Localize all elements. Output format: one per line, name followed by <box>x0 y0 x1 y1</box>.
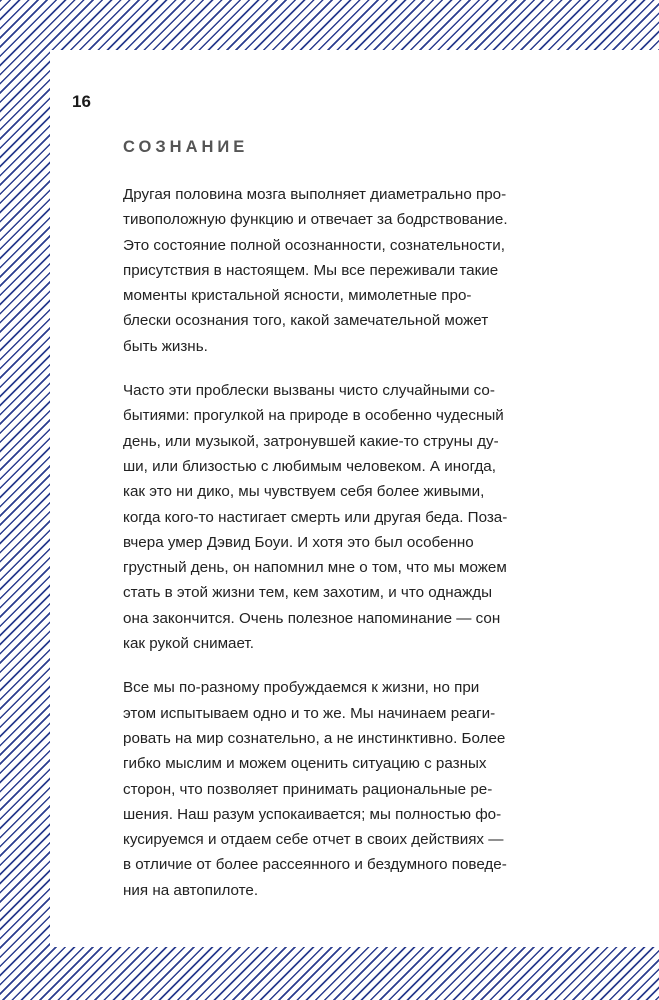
text-line: грустный день, он напомнил мне о том, что мы можем <box>123 559 507 577</box>
text-line: как это ни дико, мы чувствуем себя более живыми, <box>123 483 485 501</box>
book-page <box>50 50 659 947</box>
text-line: ния на автопилоте. <box>123 881 259 899</box>
text-line: когда кого-то настигает смерть или другая беда. Поза- <box>123 508 508 526</box>
paragraph <box>123 378 593 656</box>
section-heading: СОЗНАНИЕ <box>123 138 249 156</box>
text-line: кусируемся и отдаем себе отчет в своих действиях — <box>123 831 504 849</box>
text-line: сторон, что позволяет принимать рациональные ре- <box>123 780 493 798</box>
text-line: тивоположную функцию и отвечает за бодрствование. <box>123 211 508 229</box>
body-text <box>123 182 593 922</box>
paragraph <box>123 182 593 359</box>
text-line: как рукой снимает. <box>123 635 254 653</box>
text-line: Все мы по-разному пробуждаемся к жизни, но при <box>123 679 480 697</box>
text-line: моменты кристальной ясности, мимолетные про- <box>123 287 472 305</box>
text-line: гибко мыслим и можем оценить ситуацию с разных <box>123 755 487 773</box>
text-line: этом испытываем одно и то же. Мы начинаем реаги- <box>123 704 496 722</box>
page-number: 16 <box>72 92 91 111</box>
text-line: она закончится. Очень полезное напоминание — сон <box>123 609 501 627</box>
text-line: ровать на мир сознательно, а не инстинктивно. Более <box>123 729 506 747</box>
text-line: быть жизнь. <box>123 337 208 355</box>
text-line: стать в этой жизни тем, кем захотим, и что однажды <box>123 584 493 602</box>
paragraph <box>123 675 593 903</box>
text-line: вчера умер Дэвид Боуи. И хотя это был особенно <box>123 533 474 551</box>
text-line: шения. Наш разум успокаивается; мы полностью фо- <box>123 805 502 823</box>
text-line: блески осознания того, какой замечательной может <box>123 312 489 330</box>
text-line: Другая половина мозга выполняет диаметрально про- <box>123 186 507 203</box>
text-line: в отличие от более рассеянного и бездумного поведе- <box>123 856 507 874</box>
text-line: бытиями: прогулкой на природе в особенно чудесный <box>123 407 504 425</box>
text-line: ши, или близостью с любимым человеком. А иногда, <box>123 457 496 475</box>
text-line: день, или музыкой, затронувшей какие-то струны ду- <box>123 432 499 450</box>
text-line: Это состояние полной осознанности, сознательности, <box>123 236 505 254</box>
text-line: Часто эти проблески вызваны чисто случайными со- <box>123 382 495 400</box>
text-line: присутствия в настоящем. Мы все переживали такие <box>123 261 499 279</box>
